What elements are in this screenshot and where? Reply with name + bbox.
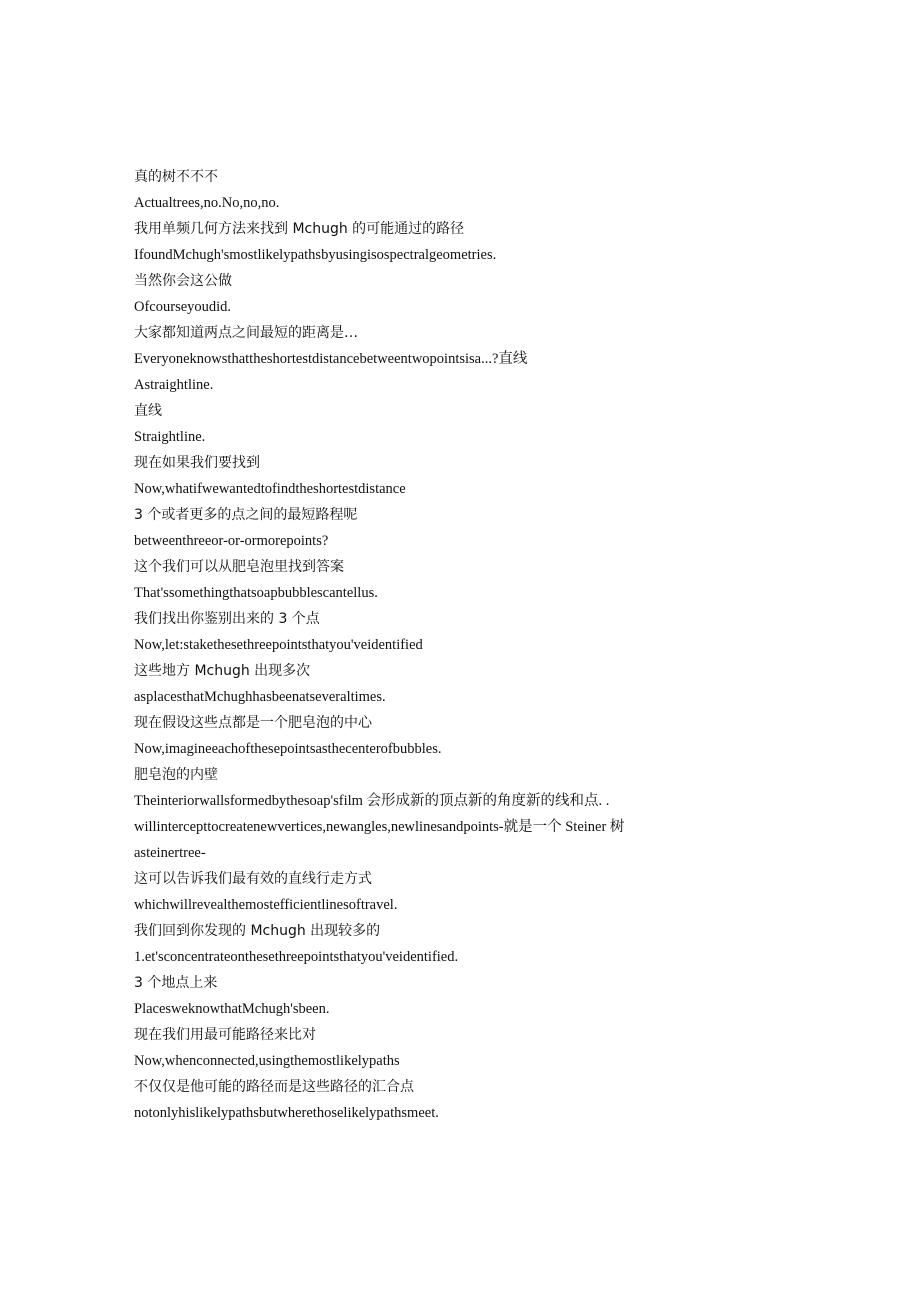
- transcript-line-english: Astraightline.: [134, 377, 214, 393]
- transcript-line-chinese: 现在我们用最可能路径来比对: [134, 1027, 316, 1043]
- transcript-line-english: That'ssomethingthatsoapbubblescantellus.: [134, 585, 378, 601]
- transcript-line-chinese: 这可以告诉我们最有效的直线行走方式: [134, 871, 372, 887]
- transcript-line-english: willintercepttocreatenewvertices,newangles,newlinesandpoints-就是一个 Steiner 树: [134, 819, 625, 835]
- transcript-line-english: IfoundMchugh'smostlikelypathsbyusingisospectralgeometries.: [134, 247, 497, 263]
- transcript-line-chinese: 当然你会这公做: [134, 273, 232, 289]
- transcript-line-english: Actualtrees,no.No,no,no.: [134, 195, 280, 211]
- transcript-line-english: asteinertree-: [134, 845, 206, 861]
- transcript-body: [134, 164, 854, 1126]
- transcript-line-english: Now,whatifwewantedtofindtheshortestdistance: [134, 481, 406, 497]
- transcript-line-chinese: 肥皂泡的内壁: [134, 767, 218, 783]
- transcript-line-chinese: 3 个或者更多的点之间的最短路程呢: [134, 507, 358, 523]
- transcript-line-english: PlacesweknowthatMchugh'sbeen.: [134, 1001, 330, 1017]
- transcript-line-english: 1.et'sconcentrateonthesethreepointsthatyou'veidentified.: [134, 949, 459, 965]
- transcript-line-chinese: 这些地方 Mchugh 出现多次: [134, 663, 311, 679]
- transcript-line-english: Now,whenconnected,usingthemostlikelypaths: [134, 1053, 400, 1069]
- transcript-line-english: Ofcourseyoudid.: [134, 299, 232, 315]
- transcript-line-chinese: 直线: [134, 403, 162, 419]
- transcript-line-english: Straightline.: [134, 429, 206, 445]
- transcript-line-chinese: 大家都知道两点之间最短的距离是…: [134, 325, 358, 341]
- transcript-line-chinese: 不仅仅是他可能的路径而是这些路径的汇合点: [134, 1079, 414, 1095]
- transcript-line-chinese: 真的树不不不: [134, 169, 218, 185]
- transcript-line-chinese: 我用单频几何方法来找到 Mchugh 的可能通过的路径: [134, 221, 465, 237]
- transcript-line-chinese: 我们回到你发现的 Mchugh 出现较多的: [134, 923, 381, 939]
- transcript-line-english: betweenthreeor-or-ormorepoints?: [134, 533, 329, 549]
- transcript-line-english: Everyoneknowsthattheshortestdistancebetweentwopointsisa...?直线: [134, 351, 528, 367]
- transcript-line-english: asplacesthatMchughhasbeenatseveraltimes.: [134, 689, 386, 705]
- transcript-line-chinese: 这个我们可以从肥皂泡里找到答案: [134, 559, 344, 575]
- transcript-line-chinese: 现在假设这些点都是一个肥皂泡的中心: [134, 715, 372, 731]
- transcript-line-chinese: 现在如果我们要找到: [134, 455, 260, 471]
- transcript-line-english: Theinteriorwallsformedbythesoap'sfilm 会形成新的顶点新的角度新的线和点. .: [134, 793, 610, 809]
- transcript-line-english: notonlyhislikelypathsbutwherethoselikelypathsmeet.: [134, 1105, 439, 1121]
- transcript-line-chinese: 我们找出你鉴别出来的 3 个点: [134, 611, 320, 627]
- transcript-line-chinese: 3 个地点上来: [134, 975, 218, 991]
- transcript-line-english: whichwillrevealthemostefficientlinesoftravel.: [134, 897, 398, 913]
- transcript-line-english: Now,imagineeachofthesepointsasthecenterofbubbles.: [134, 741, 442, 757]
- transcript-line-english: Now,let:stakethesethreepointsthatyou'veidentified: [134, 637, 423, 653]
